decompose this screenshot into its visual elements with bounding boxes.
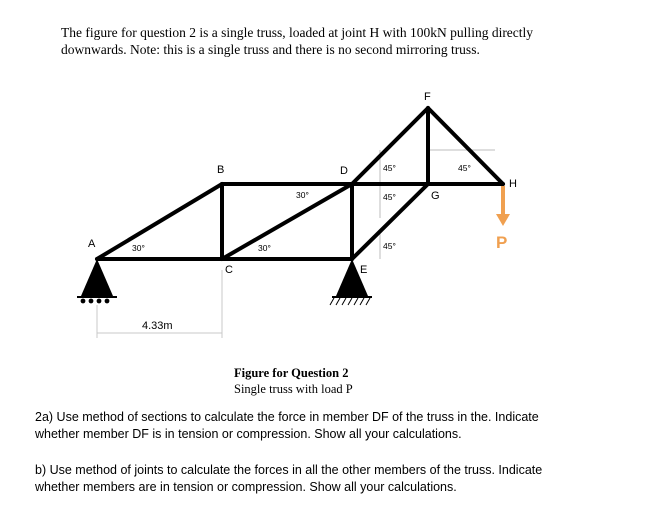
angle-label-D: 30°: [296, 190, 309, 200]
angle-label-E: 45°: [383, 241, 396, 251]
angle-label-C: 30°: [258, 243, 271, 253]
question-2a: [35, 409, 625, 443]
joint-label-B: B: [217, 164, 225, 176]
joint-label-E: E: [360, 264, 368, 276]
joint-label-G: G: [431, 190, 440, 202]
angle-label-A: 30°: [132, 243, 145, 253]
angle-guides: [97, 150, 495, 259]
angle-label-DF: 45°: [383, 163, 396, 173]
caption-title: Figure for Question 2: [234, 366, 349, 380]
caption-subtitle: Single truss with load P: [234, 382, 353, 396]
dimension-label: 4.33m: [142, 320, 173, 332]
question-2a-line-2: whether member DF is in tension or compression. Show all your calculations.: [35, 427, 462, 441]
angle-label-DG: 45°: [383, 192, 396, 202]
joint-label-H: H: [509, 178, 517, 190]
member-CD: [222, 184, 352, 259]
joint-label-F: F: [424, 91, 431, 103]
load-arrow: [496, 186, 510, 226]
load-label: P: [496, 233, 508, 252]
joint-label-C: C: [225, 264, 233, 276]
pin-support-A: [77, 259, 117, 303]
joint-label-A: A: [88, 238, 96, 250]
angle-label-H: 45°: [458, 163, 471, 173]
figure-caption: [234, 365, 353, 397]
intro-line-1: The figure for question 2 is a single truss, loaded at joint H with 100kN pulling directly: [61, 25, 534, 40]
joint-label-D: D: [340, 165, 348, 177]
question-2b: [35, 462, 625, 496]
question-2b-line-2: whether members are in tension or compression. Show all your calculations.: [35, 480, 457, 494]
question-2a-line-1: 2a) Use method of sections to calculate the force in member DF of the truss in the. Indicate: [35, 410, 539, 424]
member-AB: [97, 184, 222, 259]
truss-members: [97, 108, 503, 259]
question-2b-line-1: b) Use method of joints to calculate the forces in all the other members of the truss. Indicate: [35, 463, 543, 477]
intro-line-2: downwards. Note: this is a single truss and there is no second mirroring truss.: [61, 42, 480, 57]
